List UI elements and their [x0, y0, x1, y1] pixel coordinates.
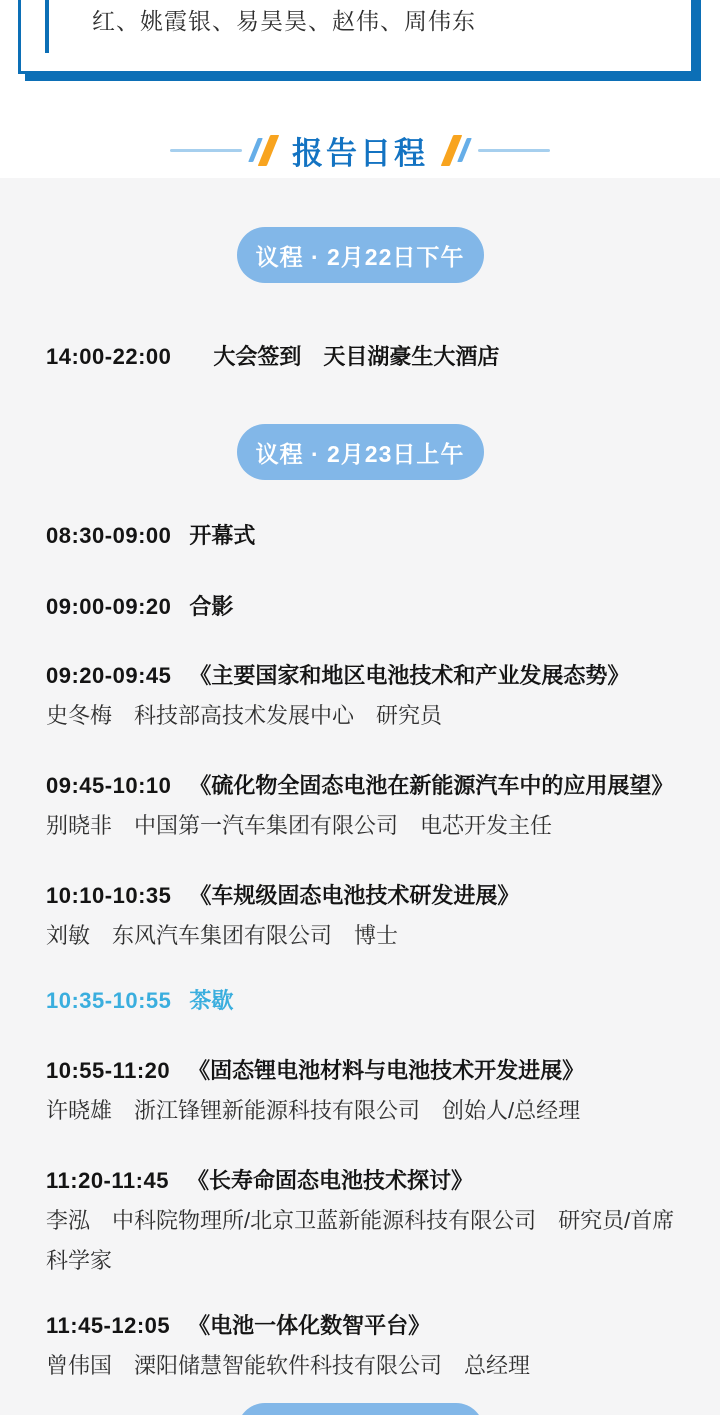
event-title: 《固态锂电池材料与电池技术开发进展》 [188, 1058, 585, 1083]
schedule-row-line [46, 1059, 684, 1083]
event-title: 开幕式 [189, 523, 256, 548]
schedule-break-row [0, 989, 720, 1013]
committee-card [18, 0, 694, 74]
event-time: 14:00-22:00 [46, 344, 172, 369]
committee-names-text: 红、姚霞银、易昊昊、赵伟、周伟东 [92, 8, 476, 34]
agenda-pill [237, 1403, 484, 1415]
card-accent-bar [45, 0, 49, 53]
schedule-row [0, 884, 720, 956]
schedule-row [0, 524, 720, 548]
schedule-row-line [46, 1314, 684, 1338]
event-title: 《主要国家和地区电池技术和产业发展态势》 [189, 663, 630, 688]
event-time: 10:35-10:55 [46, 988, 172, 1013]
event-title: 《长寿命固态电池技术探讨》 [186, 1168, 473, 1193]
agenda-pill [237, 227, 484, 283]
event-title: 茶歇 [189, 988, 234, 1013]
event-title: 合影 [189, 594, 234, 619]
schedule-row-line [46, 774, 684, 798]
schedule-row [0, 345, 720, 369]
schedule-row-line [46, 595, 684, 619]
agenda-list [0, 178, 720, 1415]
schedule-row-line [46, 524, 684, 548]
event-title: 《硫化物全固态电池在新能源汽车中的应用展望》 [189, 773, 674, 798]
schedule-row [0, 595, 720, 619]
schedule-row-line [46, 664, 684, 688]
event-time: 09:45-10:10 [46, 773, 172, 798]
event-time: 11:20-11:45 [46, 1168, 169, 1193]
event-speaker: 别晓非 中国第一汽车集团有限公司 电芯开发主任 [46, 813, 553, 838]
event-time: 10:10-10:35 [46, 883, 172, 908]
header-line-left [170, 149, 242, 152]
event-time: 08:30-09:00 [46, 523, 172, 548]
event-speaker: 刘敏 东风汽车集团有限公司 博士 [46, 923, 399, 948]
agenda-pill-label: 议程 · 2月22日下午 [255, 243, 465, 270]
section-title: 报告日程 [292, 135, 428, 171]
event-time: 11:45-12:05 [46, 1313, 171, 1338]
event-speaker: 许晓雄 浙江锋锂新能源科技有限公司 创始人/总经理 [46, 1098, 581, 1123]
schedule-row [0, 1314, 720, 1386]
event-time: 09:20-09:45 [46, 663, 172, 688]
header-line-right [478, 149, 550, 152]
schedule-row [0, 664, 720, 736]
schedule-row [0, 1169, 720, 1281]
schedule-row-line [46, 345, 684, 369]
schedule-row-line [46, 1169, 684, 1193]
event-speaker: 曾伟国 溧阳储慧智能软件科技有限公司 总经理 [46, 1353, 531, 1378]
event-speaker: 史冬梅 科技部高技术发展中心 研究员 [46, 703, 443, 728]
event-time: 09:00-09:20 [46, 594, 172, 619]
event-time: 10:55-11:20 [46, 1058, 171, 1083]
schedule-row [0, 774, 720, 846]
event-title: 《电池一体化数智平台》 [188, 1313, 431, 1338]
agenda-pill-label: 议程 · 2月23日上午 [255, 440, 465, 467]
schedule-row-line [46, 884, 684, 908]
section-header [0, 128, 720, 172]
event-title: 大会签到 天目湖豪生大酒店 [213, 344, 500, 369]
agenda-pill [237, 424, 484, 480]
event-title: 《车规级固态电池技术研发进展》 [189, 883, 520, 908]
event-speaker: 李泓 中科院物理所/北京卫蓝新能源科技有限公司 研究员/首席科学家 [46, 1208, 675, 1273]
schedule-row-line [46, 989, 684, 1013]
schedule-row [0, 1059, 720, 1131]
